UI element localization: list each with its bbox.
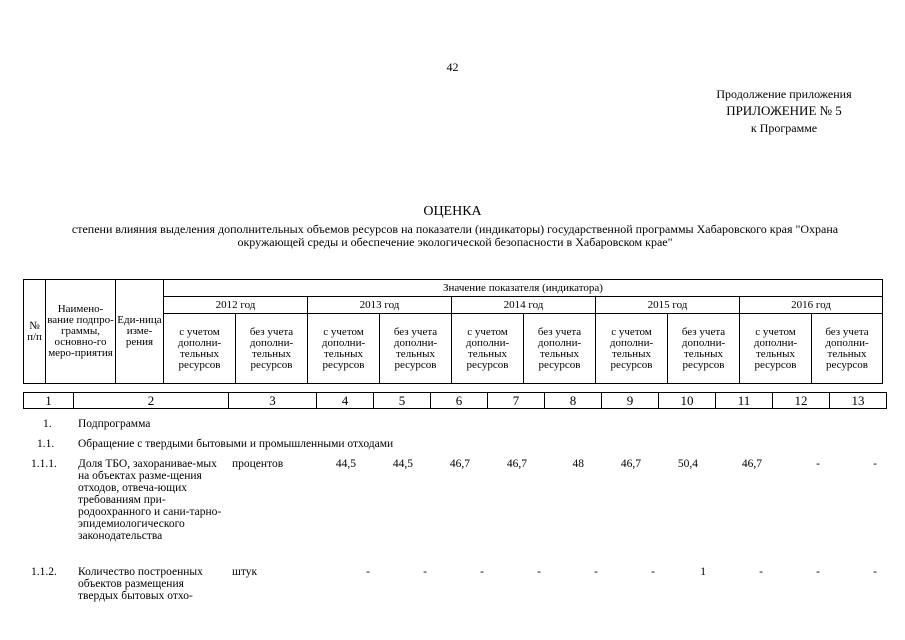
- row-number: 1.1.: [37, 438, 55, 450]
- index-cell: 2: [74, 393, 229, 409]
- document-subtitle: степени влияния выделения дополнительных объемов ресурсов на показатели (индикаторы) государственной программы Хабаровского края "Охрана окружающей среды и обеспечение экологической безопасности в Хабаровском крае": [71, 222, 839, 249]
- appendix-title: ПРИЛОЖЕНИЕ № 5: [726, 103, 842, 118]
- year-2013: 2013 год: [308, 297, 452, 314]
- value-cell: -: [873, 458, 877, 470]
- year-2012: 2012 год: [164, 297, 308, 314]
- col-unit-header: Еди-ница изме-рения: [116, 280, 164, 384]
- value-cell: 46,7: [741, 458, 762, 470]
- value-cell: 44,5: [335, 458, 356, 470]
- sub-with-2016: с учетом дополни-тельных ресурсов: [740, 314, 812, 384]
- page-number: 42: [446, 60, 459, 74]
- header-table: [23, 279, 883, 384]
- value-cell: 1: [700, 566, 706, 578]
- sub-with-2013: с учетом дополни-тельных ресурсов: [308, 314, 380, 384]
- value-cell: -: [480, 566, 484, 578]
- index-cell: 5: [374, 393, 431, 409]
- row-unit: процентов: [232, 458, 284, 470]
- index-cell: 1: [24, 393, 74, 409]
- value-cell: -: [873, 566, 877, 578]
- index-cell: 4: [317, 393, 374, 409]
- index-cell: 6: [431, 393, 488, 409]
- col-num-header: № п/п: [24, 280, 46, 384]
- sub-with-2014: с учетом дополни-тельных ресурсов: [452, 314, 524, 384]
- sub-without-2015: без учета дополни-тельных ресурсов: [668, 314, 740, 384]
- value-cell: -: [594, 566, 598, 578]
- sub-without-2016: без учета дополни-тельных ресурсов: [812, 314, 883, 384]
- value-cell: 50,4: [677, 458, 698, 470]
- index-cell: 8: [545, 393, 602, 409]
- value-cell: 44,5: [392, 458, 413, 470]
- index-cell: 11: [716, 393, 773, 409]
- row-unit: штук: [232, 566, 258, 578]
- year-2015: 2015 год: [596, 297, 740, 314]
- index-cell: 3: [229, 393, 317, 409]
- value-cell: -: [423, 566, 427, 578]
- row-name: Количество построенных объектов размещения твердых бытовых отхо-: [78, 566, 203, 602]
- index-cell: 12: [773, 393, 830, 409]
- row-name: Подпрограмма: [78, 418, 151, 430]
- sub-with-2015: с учетом дополни-тельных ресурсов: [596, 314, 668, 384]
- sub-without-2013: без учета дополни-тельных ресурсов: [380, 314, 452, 384]
- value-cell: 48: [572, 458, 584, 470]
- index-cell: 7: [488, 393, 545, 409]
- year-2016: 2016 год: [740, 297, 883, 314]
- col-name-header: Наимено-вание подпро-граммы, основно-го меро-приятия: [46, 280, 116, 384]
- row-name: Доля ТБО, захоранивае-мых на объектах разме-щения отходов, отвеча-ющих требованиям при-родоохранного и сани-тарно-эпидемиологического законодательства: [78, 458, 222, 542]
- value-cell: -: [366, 566, 370, 578]
- index-cell: 9: [602, 393, 659, 409]
- row-name: Обращение с твердыми бытовыми и промышленными отходами: [78, 438, 394, 450]
- row-number: 1.: [43, 418, 52, 430]
- row-number: 1.1.1.: [31, 458, 57, 470]
- appendix-continuation: Продолжение приложения: [716, 87, 852, 101]
- value-cell: 46,7: [449, 458, 470, 470]
- value-cell: -: [816, 458, 820, 470]
- appendix-program: к Программе: [750, 121, 818, 135]
- row-number: 1.1.2.: [31, 566, 57, 578]
- year-2014: 2014 год: [452, 297, 596, 314]
- sub-with-2012: с учетом дополни-тельных ресурсов: [164, 314, 236, 384]
- document-title: ОЦЕНКА: [423, 204, 482, 219]
- value-cell: -: [759, 566, 763, 578]
- value-cell: 46,7: [506, 458, 527, 470]
- value-cell: -: [651, 566, 655, 578]
- index-cell: 10: [659, 393, 716, 409]
- value-cell: 46,7: [620, 458, 641, 470]
- value-cell: -: [537, 566, 541, 578]
- value-header: Значение показателя (индикатора): [164, 280, 883, 297]
- index-row-table: [23, 392, 887, 409]
- value-cell: -: [816, 566, 820, 578]
- index-cell: 13: [830, 393, 887, 409]
- sub-without-2012: без учета дополни-тельных ресурсов: [236, 314, 308, 384]
- sub-without-2014: без учета дополни-тельных ресурсов: [524, 314, 596, 384]
